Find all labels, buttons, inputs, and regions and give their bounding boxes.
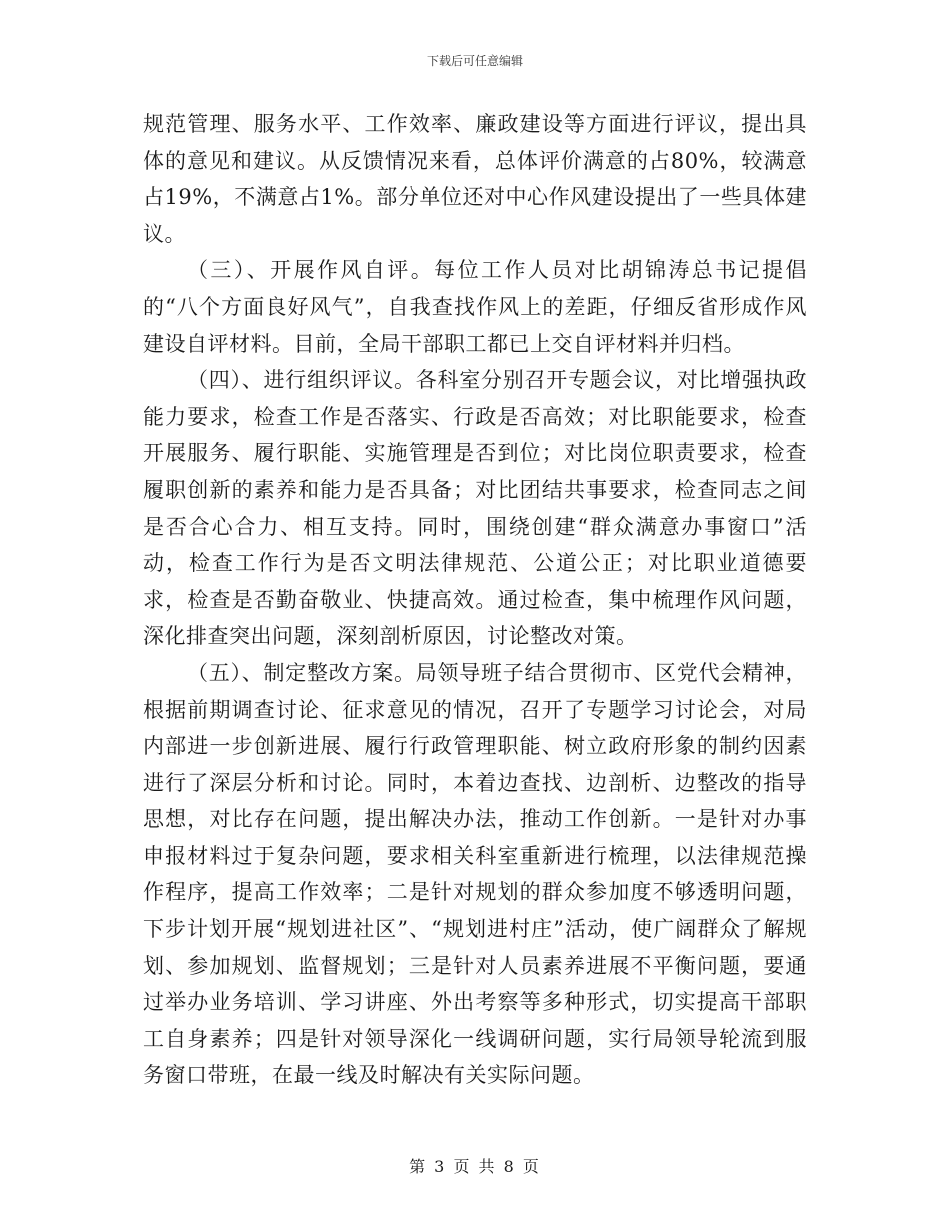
paragraph-2: （三）、开展作风自评。每位工作人员对比胡锦涛总书记提倡的“八个方面良好风气”，自我查找作风上的差距，仔细反省形成作风建设自评材料。目前，全局干部职工都已上交自评材料并归档。 xyxy=(143,258,807,356)
paragraph-4: （五）、制定整改方案。局领导班子结合贯彻市、区党代会精神，根据前期调查讨论、征求意见的情况，召开了专题学习讨论会，对局内部进一步创新进展、履行行政管理职能、树立政府形象的制约因素进行了深层分析和讨论。同时，本着边查找、边剖析、边整改的指导思想，对比存在问题，提出解决办法，推动工作创新。一是针对办事申报材料过于复杂问题，要求相关科室重新进行梳理，以法律规范操作程序，提高工作效率；二是针对规划的群众参加度不够透明问题，下步计划开展“规划进社区”、“规划进村庄”活动，使广阔群众了解规划、参加规划、监督规划；三是针对人员素养进展不平衡问题，要通过举办业务培训、学习讲座、外出考察等多种形式，切实提高干部职工自身素养；四是针对领导深化一线调研问题，实行局领导轮流到服务窗口带班，在最一线及时解决有关实际问题。 xyxy=(143,660,807,1088)
paragraph-1: 规范管理、服务水平、工作效率、廉政建设等方面进行评议，提出具体的意见和建议。从反馈情况来看，总体评价满意的占80%，较满意占19%，不满意占1%。部分单位还对中心作风建设提出了一些具体建议。 xyxy=(143,112,807,246)
page-footer: 第 3 页 共 8 页 xyxy=(409,1157,541,1176)
document-body xyxy=(143,106,807,1094)
page-header: 下载后可任意编辑 xyxy=(426,54,523,68)
paragraph-3: （四）、进行组织评议。各科室分别召开专题会议，对比增强执政能力要求，检查工作是否落实、行政是否高效；对比职能要求，检查开展服务、履行职能、实施管理是否到位；对比岗位职责要求，检查履职创新的素养和能力是否具备；对比团结共事要求，检查同志之间是否合心合力、相互支持。同时，围绕创建“群众满意办事窗口”活动，检查工作行为是否文明法律规范、公道公正；对比职业道德要求，检查是否勤奋敬业、快捷高效。通过检查，集中梳理作风问题，深化排查突出问题，深刻剖析原因，讨论整改对策。 xyxy=(143,368,807,649)
